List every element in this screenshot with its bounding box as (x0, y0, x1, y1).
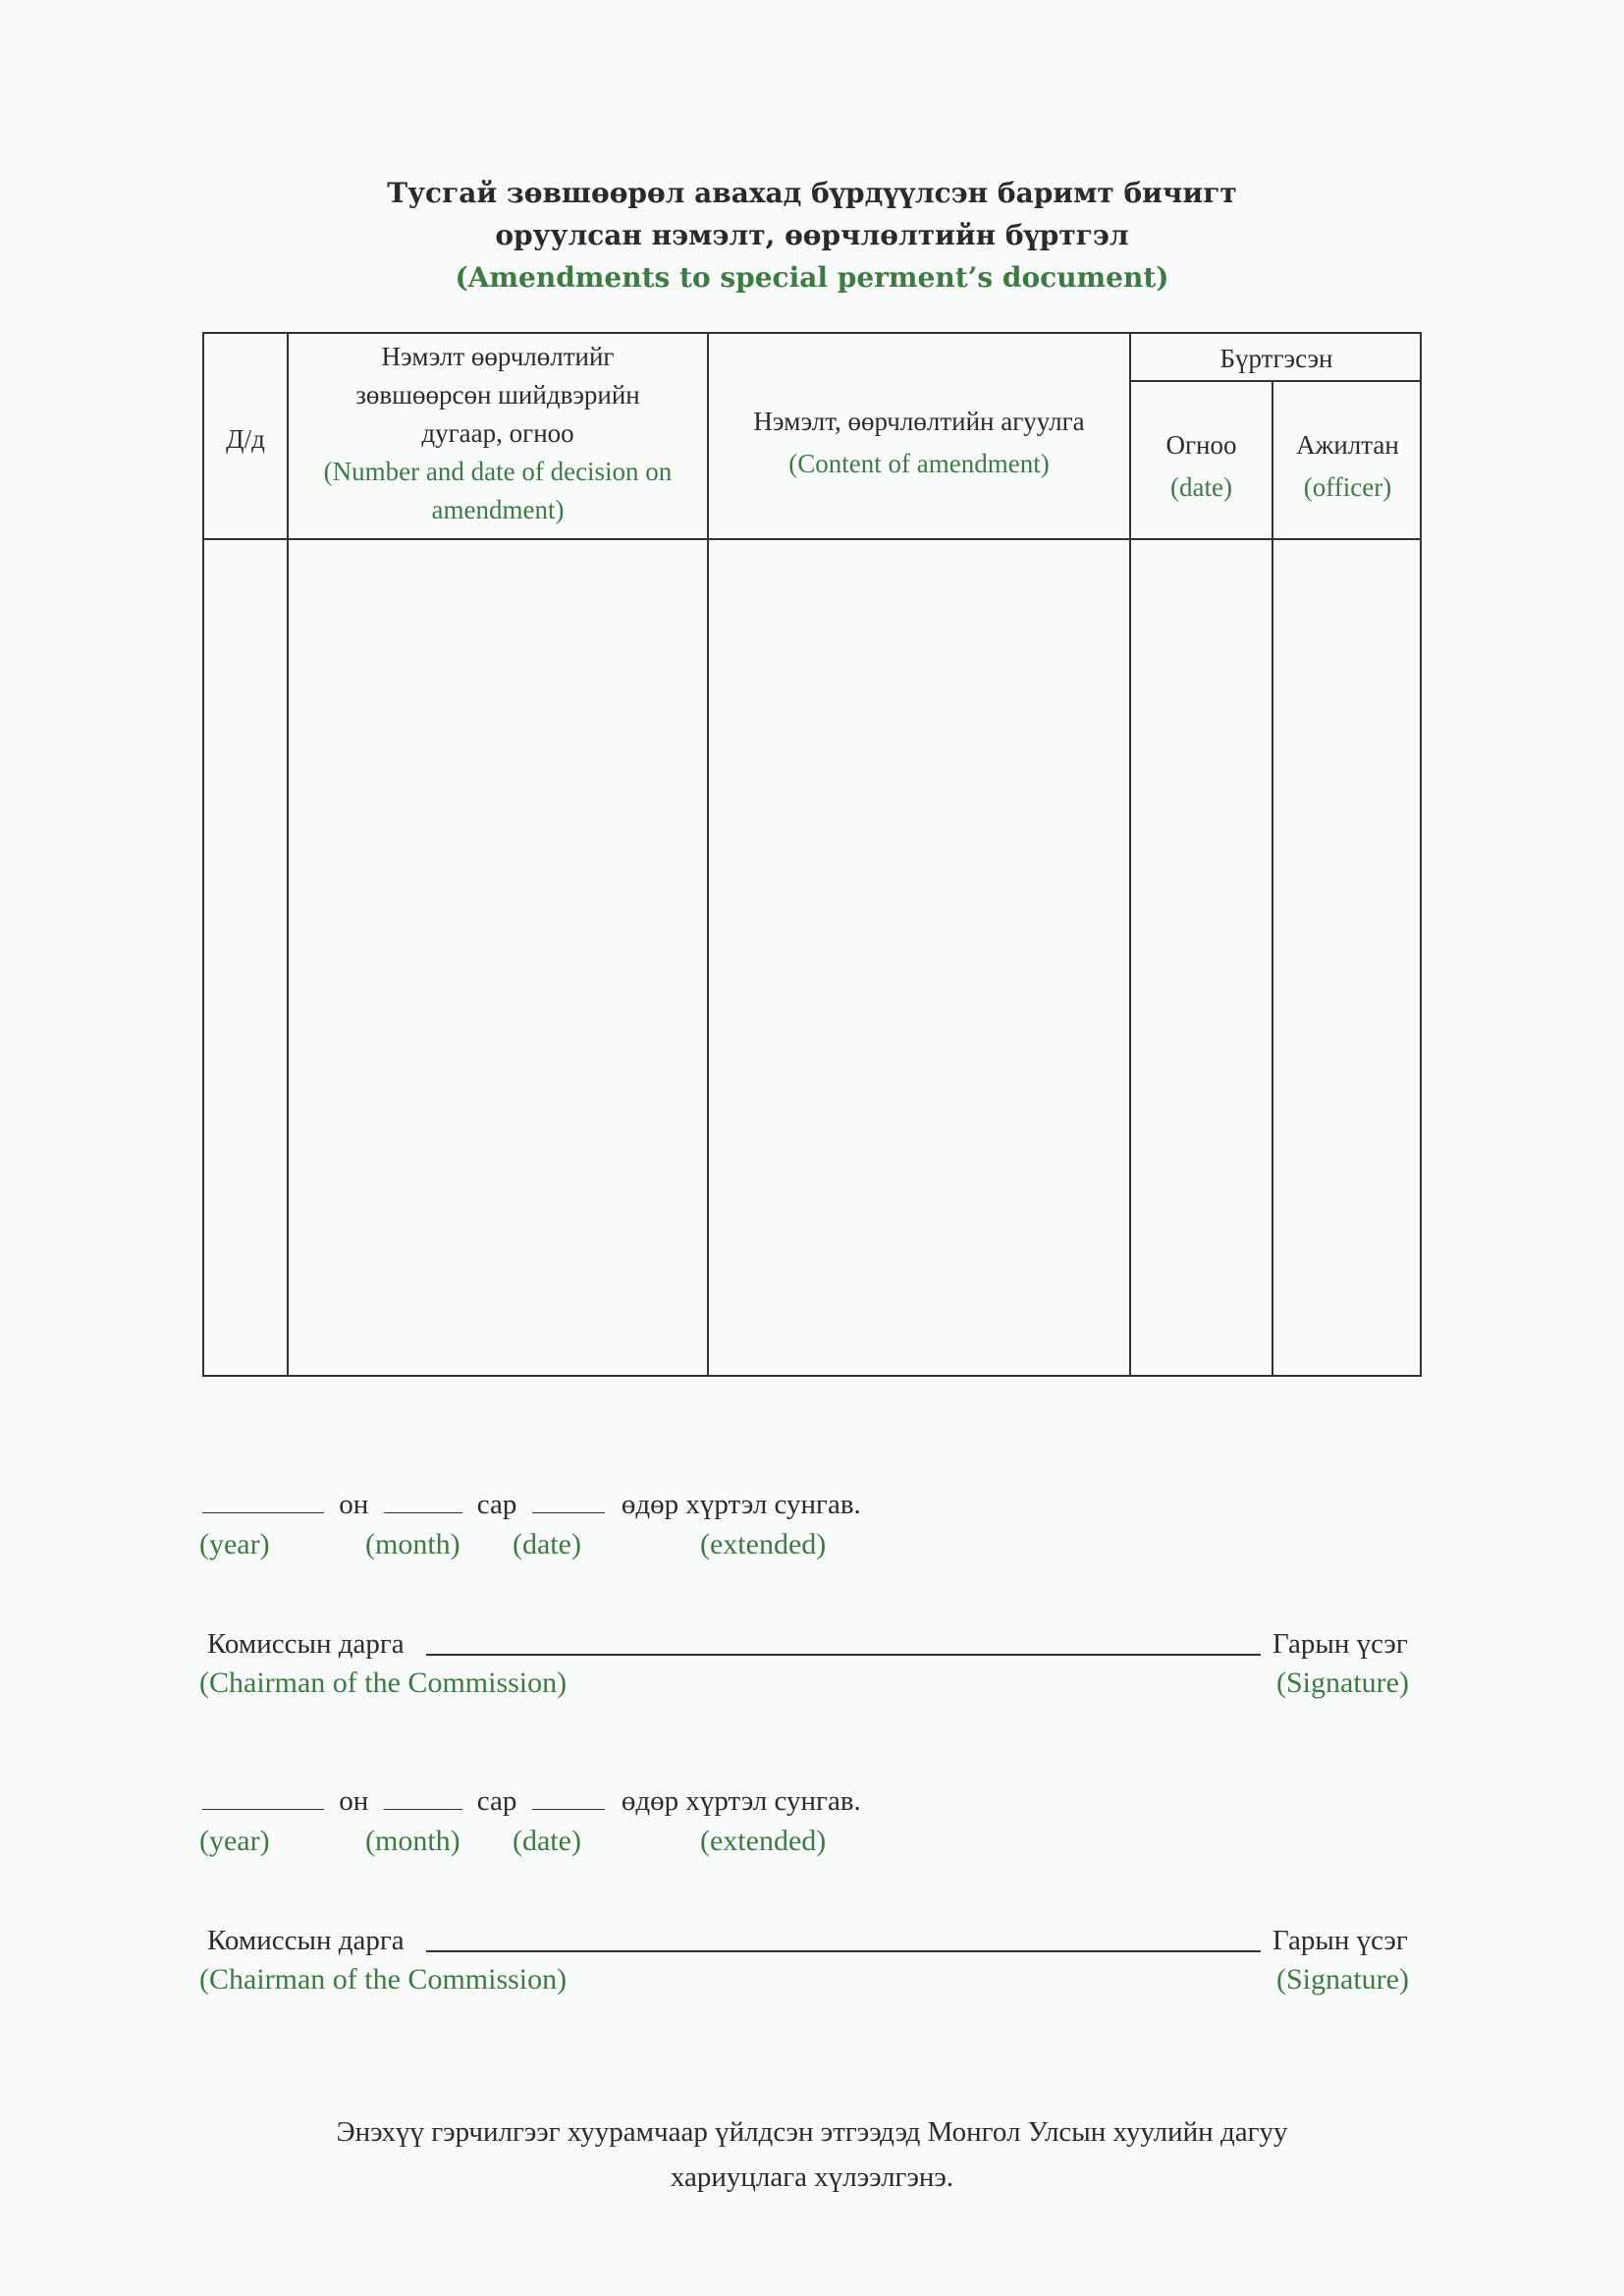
liability-notice (0, 2109, 1624, 2200)
document-title (0, 172, 1624, 299)
header-content-en: (Content of amendment) (788, 449, 1050, 478)
header-registered: Бүртгэсэн (1219, 344, 1333, 373)
header-content-mn: Нэмэлт, өөрчлөлтийн агуулга (753, 407, 1085, 436)
year-label: (year) (199, 1825, 270, 1857)
title-line-2: оруулсан нэмэлт, өөрчлөлтийн бүртгэл (495, 219, 1129, 251)
column-divider (707, 334, 709, 1375)
month-blank[interactable] (384, 1787, 462, 1810)
header-no: Д/д (226, 424, 265, 454)
date-blank[interactable] (532, 1787, 605, 1810)
notice-line-1: Энэхүү гэрчилгээг хуурамчаар үйлдсэн этгээдэд Монгол Улсын хуулийн дагуу (336, 2116, 1288, 2148)
header-decision-en: (Number and date of decision on amendment) (323, 457, 673, 524)
chairman-label: Комиссын дарга (207, 1628, 405, 1660)
header-bottom-line (204, 538, 1420, 540)
year-blank[interactable] (202, 1787, 324, 1810)
extension-line-1: он сар өдөр хүртэл сунгав. (202, 1489, 861, 1521)
signature-line[interactable] (426, 1950, 1261, 1952)
signature-label: Гарын үсэг (1272, 1925, 1408, 1956)
header-content (709, 403, 1129, 483)
signature-line[interactable] (426, 1654, 1261, 1656)
date-blank[interactable] (532, 1491, 605, 1513)
month-label: (month) (365, 1528, 460, 1560)
column-divider (287, 334, 289, 1375)
extension-line-2: он сар өдөр хүртэл сунгав. (202, 1785, 861, 1818)
year-blank[interactable] (202, 1491, 324, 1513)
chairman-label: Комиссын дарга (207, 1925, 405, 1956)
amendments-table (202, 332, 1422, 1377)
extended-label: (extended) (700, 1528, 827, 1560)
title-line-english: (Amendments to special perment’s document) (455, 261, 1169, 294)
extended-label: (extended) (700, 1825, 827, 1857)
column-divider (1272, 380, 1273, 1375)
header-date: Огноо (date) (1165, 430, 1237, 502)
signature-label-en: (Signature) (1276, 1963, 1409, 1995)
chairman-label-en: (Chairman of the Commission) (199, 1963, 568, 1995)
header-officer: Ажилтан (officer) (1296, 430, 1399, 502)
signature-label: Гарын үсэг (1272, 1628, 1408, 1660)
title-line-1: Тусгай зөвшөөрөл авахад бүрдүүлсэн баримт бичигт (387, 177, 1237, 209)
date-label: (date) (513, 1528, 581, 1560)
year-label: (year) (199, 1528, 270, 1560)
notice-line-2: хариуцлага хүлээлгэнэ. (670, 2161, 954, 2193)
month-blank[interactable] (384, 1491, 462, 1513)
header-decision (293, 338, 703, 529)
month-label: (month) (365, 1825, 460, 1857)
header-decision-mn: Нэмэлт өөрчлөлтийг зөвшөөрсөн шийдвэрийн дугаар, огноо (355, 342, 640, 448)
chairman-label-en: (Chairman of the Commission) (199, 1667, 568, 1699)
date-label: (date) (513, 1825, 581, 1857)
signature-label-en: (Signature) (1276, 1667, 1409, 1699)
header-subdivider (1129, 380, 1420, 382)
